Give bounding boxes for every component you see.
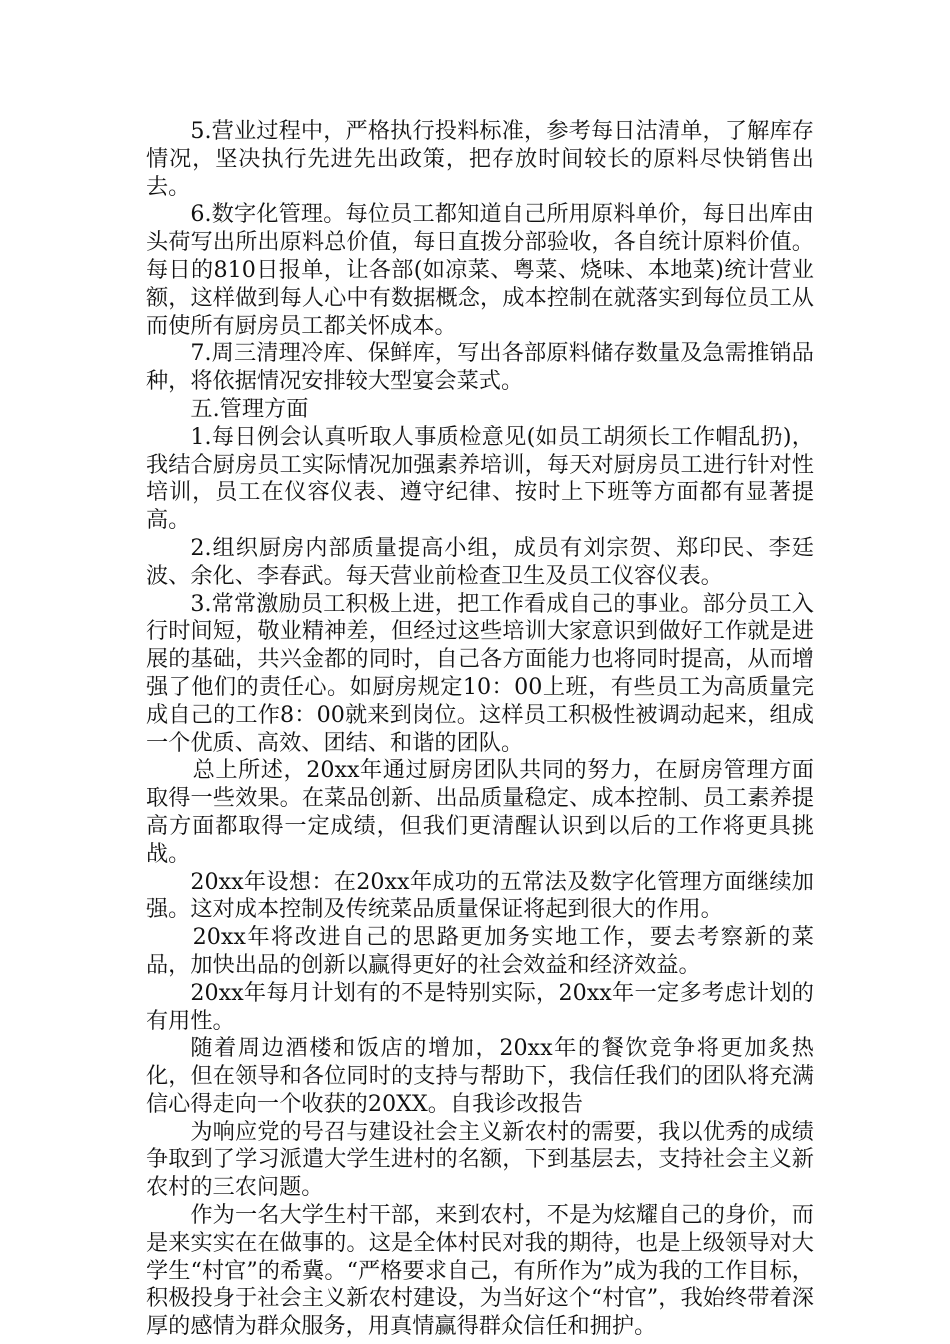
paragraph-daily-meeting: 1.每日例会认真听取人事质检意见(如员工胡须长工作帽乱扔)，我结合厨房员工实际情况加强素养培训，每天对厨房员工进行针对性培训，员工在仪容仪表、遵守纪律、按时上下班等方面都有显著提高。 (146, 423, 814, 534)
paragraph-ingredient-control: 5.营业过程中，严格执行投料标准，参考每日沽清单，了解库存情况，坚决执行先进先出政策，把存放时间较长的原料尽快销售出去。 (146, 118, 814, 200)
paragraph-quality-group: 2.组织厨房内部质量提高小组，成员有刘宗贺、郑印民、李廷波、余化、李春武。每天营业前检查卫生及员工仪容仪表。 (146, 534, 814, 589)
paragraph-village-official: 作为一名大学生村干部，来到农村，不是为炫耀自己的身价，而是来实实在在做事的。这是全体村民对我的期待，也是上级领导对大学生“村官”的希冀。“严格要求自己，有所作为”成为我的工作目标，积极投身于社会主义新农村建设，为当好这个“村官”，我始终带着深厚的感情为群众服务，用真情赢得群众信任和拥护。 (146, 1202, 814, 1340)
paragraph-staff-motivation: 3.常常激励员工积极上进，把工作看成自己的事业。部分员工入行时间短，敬业精神差，但经过这些培训大家意识到做好工作就是进展的基础，共兴金都的同时，自己各方面能力也将同时提高，从而增强了他们的责任心。如厨房规定10：00上班，有些员工为高质量完成自己的工作8：00就来到岗位。这样员工积极性被调动起来，组成一个优质、高效、团结、和谐的团队。 (146, 590, 814, 756)
paragraph-plan-1: 20xx年设想：在20xx年成功的五常法及数字化管理方面继续加强。这对成本控制及传统菜品质量保证将起到很大的作用。 (146, 868, 814, 923)
paragraph-summary: 总上所述，20xx年通过厨房团队共同的努力，在厨房管理方面取得一些效果。在菜品创新、出品质量稳定、成本控制、员工素养提高方面都取得一定成绩，但我们更清醒认识到以后的工作将更具挑战。 (146, 757, 814, 867)
paragraph-plan-3: 20xx年每月计划有的不是特别实际，20xx年一定多考虑计划的有用性。 (146, 979, 814, 1034)
section-heading-management: 五.管理方面 (190, 395, 309, 422)
paragraph-digital-management: 6.数字化管理。每位员工都知道自己所用原料单价，每日出库由头荷写出所出原料总价值，每日直拨分部验收，各自统计原料价值。每日的810日报单，让各部(如凉菜、粤菜、烧味、本地菜)统计营业额，这样做到每人心中有数据概念，成本控制在就落实到每位员工从而使所有厨房员工都关怀成本。 (146, 201, 814, 339)
document-body (146, 118, 814, 1341)
paragraph-cold-storage: 7.周三清理冷库、保鲜库，写出各部原料储存数量及急需推销品种，将依据情况安排较大型宴会菜式。 (146, 340, 814, 395)
paragraph-plan-2: 20xx年将改进自己的思路更加务实地工作，要去考察新的菜品，加快出品的创新以赢得更好的社会效益和经济效益。 (146, 924, 814, 978)
paragraph-village-intro: 为响应党的号召与建设社会主义新农村的需要，我以优秀的成绩争取到了学习派遣大学生进村的名额，下到基层去，支持社会主义新农村的三农问题。 (146, 1118, 814, 1201)
paragraph-competition: 随着周边酒楼和饭店的增加，20xx年的餐饮竞争将更加炙热化，但在领导和各位同时的支持与帮助下，我信任我们的团队将充满信心得走向一个收获的20XX。自我诊改报告 (146, 1035, 814, 1117)
